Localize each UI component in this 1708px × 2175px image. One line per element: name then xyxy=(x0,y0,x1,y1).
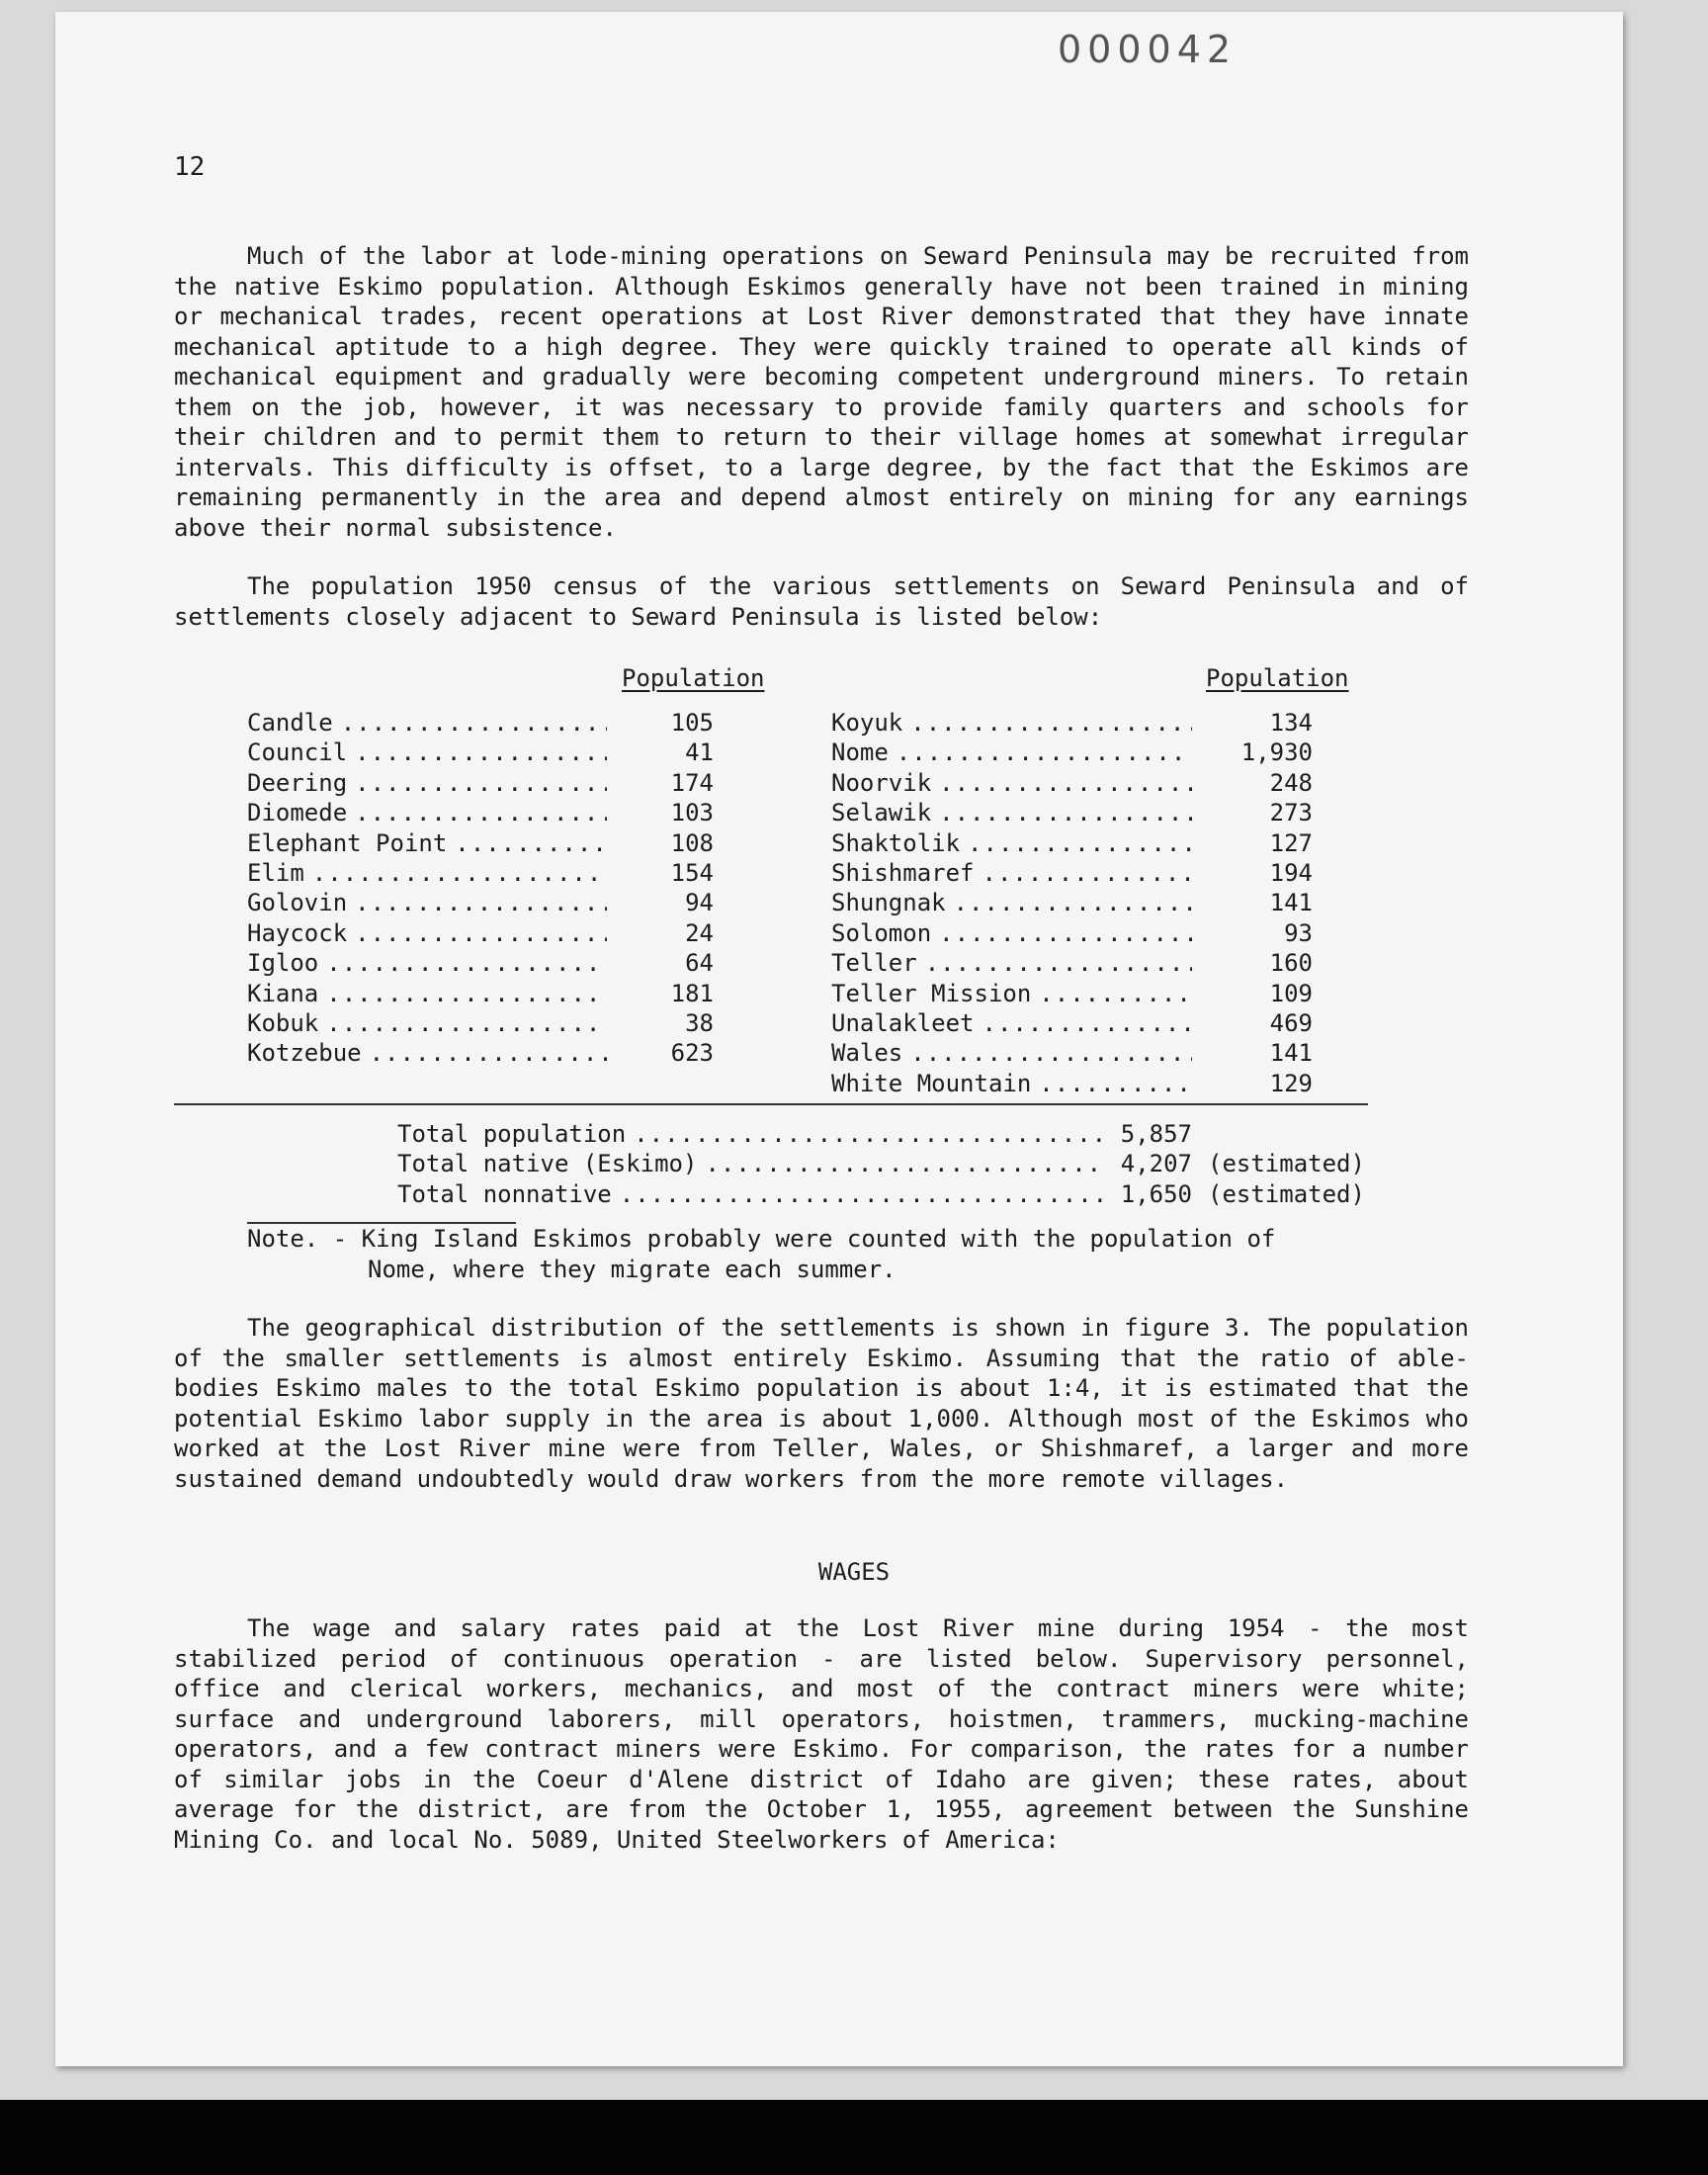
settlement-name: Teller Mission xyxy=(831,979,1032,1007)
settlement-name: White Mountain xyxy=(831,1069,1032,1097)
dot-leader xyxy=(1031,1069,1192,1098)
paragraph-wages: The wage and salary rates paid at the Lost River mine during 1954 - the most stabilized period of continuous operation - are listed below. Supervisory personnel, office and clerical workers, mechanics, and most of the contract miners were white; surface and underground laborers, mill operators, hoistmen, trammers, mucking-machine operators, and a few contract miners were Eskimo. For comparison, the rates for a number of similar jobs in the Coeur d'Alene district of Idaho are given; these rates, about average for the district, are from the October 1, 1955, agreement between the Sunshine Mining Co. and local No. 5089, United Steelworkers of America: xyxy=(174,1614,1469,1854)
settlement-row xyxy=(247,979,607,1008)
settlement-name: Shungnak xyxy=(831,889,946,917)
settlement-population: 105 xyxy=(670,709,714,737)
settlement-population: 41 xyxy=(685,739,714,767)
settlement-population: 129 xyxy=(1269,1069,1313,1097)
settlement-population: 93 xyxy=(1284,918,1313,947)
settlement-row xyxy=(831,738,1192,767)
settlement-row xyxy=(247,858,607,888)
scan-bottom-border xyxy=(0,2100,1708,2175)
settlement-name: Elephant Point xyxy=(247,828,448,857)
settlement-row xyxy=(247,948,607,978)
dot-leader xyxy=(447,828,607,858)
dot-leader xyxy=(902,708,1192,738)
settlement-name: Diomede xyxy=(247,799,348,827)
settlement-row xyxy=(247,918,607,948)
settlement-population: 134 xyxy=(1269,709,1313,737)
settlement-row xyxy=(831,888,1192,917)
settlement-population: 154 xyxy=(670,859,714,887)
settlement-population: 127 xyxy=(1269,828,1313,857)
wages-heading: WAGES xyxy=(817,1558,891,1586)
settlement-population: 141 xyxy=(1269,1039,1313,1068)
settlement-population: 623 xyxy=(670,1039,714,1068)
settlement-population: 248 xyxy=(1269,768,1313,797)
settlement-row xyxy=(247,798,607,827)
settlement-population: 1,930 xyxy=(1240,739,1313,767)
dot-leader xyxy=(347,738,607,767)
settlement-name: Wales xyxy=(831,1039,903,1068)
dot-leader xyxy=(362,1038,607,1068)
settlement-population: 181 xyxy=(670,979,714,1007)
right-population-header: Population xyxy=(1206,664,1349,692)
paragraph-distribution: The geographical distribution of the settlements is shown in figure 3. The population of the smaller settlements is almost entirely Eskimo. Assuming that the ratio of able-bodies Eskimo males to the total Eskimo population is about 1:4, it is estimated that the potential Eskimo labor supply in the area is about 1,000. Although most of the Eskimos who worked at the Lost River mine were from Teller, Wales, or Shishmaref, a larger and more sustained demand undoubtedly would draw workers from the more remote villages. xyxy=(174,1314,1469,1493)
dot-leader xyxy=(612,1179,1107,1209)
settlement-population: 64 xyxy=(685,949,714,978)
dot-leader xyxy=(946,888,1192,917)
settlement-name: Noorvik xyxy=(831,768,932,797)
settlement-row xyxy=(831,1069,1192,1098)
settlement-population: 109 xyxy=(1269,979,1313,1007)
dot-leader xyxy=(347,768,607,798)
settlement-name: Golovin xyxy=(247,889,348,917)
dot-leader xyxy=(975,858,1193,888)
settlement-row xyxy=(831,768,1192,798)
settlement-row xyxy=(831,1038,1192,1068)
settlement-row xyxy=(831,858,1192,888)
dot-leader xyxy=(931,798,1192,827)
table-divider-rule xyxy=(174,1103,1368,1105)
total-label: Total population xyxy=(397,1120,627,1148)
table-note xyxy=(247,1224,1433,1284)
settlement-row xyxy=(247,828,607,858)
dot-leader xyxy=(347,918,607,948)
dot-leader xyxy=(931,918,1192,948)
settlement-population: 24 xyxy=(685,918,714,947)
settlement-name: Teller xyxy=(831,949,917,978)
dot-leader xyxy=(318,979,607,1008)
settlement-population: 103 xyxy=(670,799,714,827)
dot-leader xyxy=(318,948,607,978)
settlement-name: Candle xyxy=(247,709,333,737)
dot-leader xyxy=(333,708,607,738)
settlement-name: Deering xyxy=(247,768,348,797)
settlement-row xyxy=(831,828,1192,858)
settlement-name: Shaktolik xyxy=(831,828,961,857)
settlement-population: 194 xyxy=(1269,859,1313,887)
settlement-population: 174 xyxy=(670,768,714,797)
dot-leader xyxy=(318,1008,607,1038)
settlement-row xyxy=(247,738,607,767)
total-label: Total native (Eskimo) xyxy=(397,1150,698,1178)
total-value: 4,207 xyxy=(1120,1150,1192,1178)
settlement-row xyxy=(247,1038,607,1068)
dot-leader xyxy=(1031,979,1192,1008)
note-line-2: Nome, where they migrate each summer. xyxy=(368,1255,897,1283)
settlement-name: Selawik xyxy=(831,799,932,827)
dot-leader xyxy=(917,948,1192,978)
settlement-row xyxy=(247,1008,607,1038)
dot-leader xyxy=(960,828,1192,858)
settlement-row xyxy=(831,948,1192,978)
settlement-population: 273 xyxy=(1269,799,1313,827)
total-value: 5,857 xyxy=(1120,1120,1192,1148)
dot-leader xyxy=(889,738,1192,767)
dot-leader xyxy=(975,1008,1193,1038)
settlement-name: Council xyxy=(247,739,348,767)
dot-leader xyxy=(931,768,1192,798)
settlement-population: 38 xyxy=(685,1009,714,1037)
dot-leader xyxy=(902,1038,1192,1068)
dot-leader xyxy=(347,888,607,917)
dot-leader xyxy=(347,798,607,827)
settlement-name: Kotzebue xyxy=(247,1039,362,1068)
settlement-name: Haycock xyxy=(247,918,348,947)
settlement-population: 108 xyxy=(670,828,714,857)
settlement-name: Nome xyxy=(831,739,889,767)
settlement-population: 469 xyxy=(1269,1009,1313,1037)
total-value: 1,650 xyxy=(1120,1179,1192,1208)
settlement-name: Unalakleet xyxy=(831,1009,975,1037)
total-row xyxy=(397,1149,1107,1178)
settlement-row xyxy=(247,888,607,917)
total-estimate-note: (estimated) xyxy=(1208,1179,1365,1208)
dot-leader xyxy=(697,1149,1107,1178)
settlement-name: Koyuk xyxy=(831,709,903,737)
settlement-name: Igloo xyxy=(247,949,319,978)
settlement-name: Shishmaref xyxy=(831,859,975,887)
settlement-row xyxy=(831,798,1192,827)
dot-leader xyxy=(626,1119,1107,1149)
settlement-name: Kobuk xyxy=(247,1009,319,1037)
settlement-name: Solomon xyxy=(831,918,932,947)
settlement-name: Elim xyxy=(247,859,304,887)
total-estimate-note: (estimated) xyxy=(1208,1150,1365,1178)
settlement-population: 141 xyxy=(1269,889,1313,917)
page-number: 12 xyxy=(174,152,206,182)
settlement-row xyxy=(831,1008,1192,1038)
settlement-row xyxy=(247,708,607,738)
left-population-header: Population xyxy=(622,664,765,692)
settlement-name: Kiana xyxy=(247,979,319,1007)
paragraph-labor: Much of the labor at lode-mining operations on Seward Peninsula may be recruited from the native Eskimo population. Although Eskimos generally have not been trained in mining or mechanical trades, recent operations at Lost River demonstrated that they have innate mechanical aptitude to a high degree. They were quickly trained to operate all kinds of mechanical equipment and gradually were becoming competent underground miners. To retain them on the job, however, it was necessary to provide family quarters and schools for their children and to permit them to return to their village homes at somewhat irregular intervals. This difficulty is offset, to a large degree, by the fact that the Eskimos are remaining permanently in the area and depend almost entirely on mining for any earnings above their normal subsistence. xyxy=(174,242,1469,542)
paragraph-census-intro: The population 1950 census of the various settlements on Seward Peninsula and of settlements closely adjacent to Seward Peninsula is listed below: xyxy=(174,572,1469,631)
settlement-row xyxy=(831,708,1192,738)
settlement-row xyxy=(831,918,1192,948)
settlement-row xyxy=(831,979,1192,1008)
dot-leader xyxy=(304,858,607,888)
settlement-row xyxy=(247,768,607,798)
settlement-population: 160 xyxy=(1269,949,1313,978)
note-line-1: Note. - King Island Eskimos probably were counted with the population of xyxy=(247,1225,1276,1253)
total-label: Total nonnative xyxy=(397,1179,612,1208)
settlement-population: 94 xyxy=(685,889,714,917)
total-row xyxy=(397,1179,1107,1209)
document-stamp-number: 000042 xyxy=(1058,28,1238,71)
total-row xyxy=(397,1119,1107,1149)
